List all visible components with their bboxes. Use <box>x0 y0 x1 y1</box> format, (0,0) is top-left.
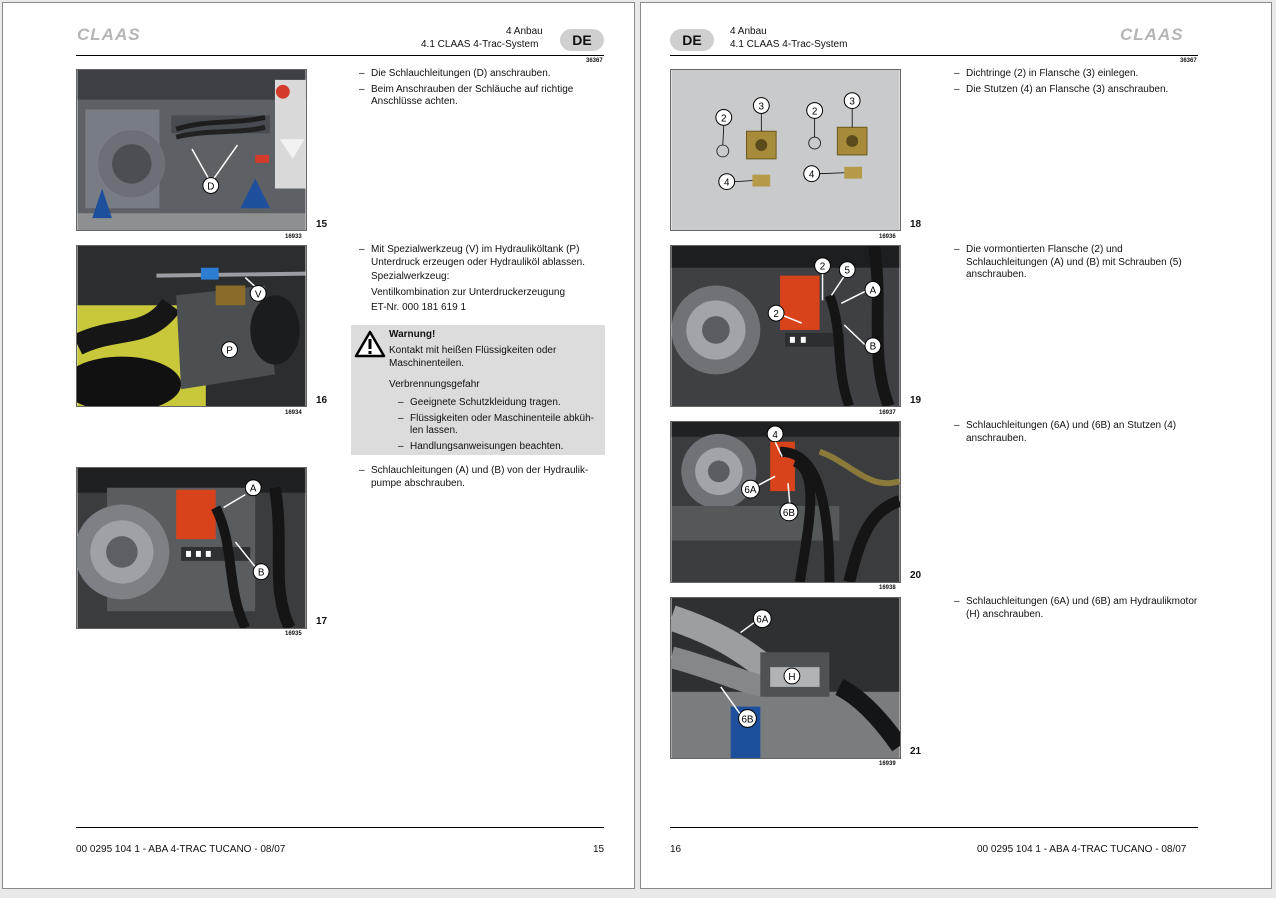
svg-text:5: 5 <box>844 265 850 277</box>
chapter-title: 4 Anbau <box>506 26 543 37</box>
special-tool-info <box>371 271 601 318</box>
figure-18-number: 18 <box>910 219 922 230</box>
steps-figure-16 <box>359 244 603 272</box>
claas-logo <box>1120 25 1198 43</box>
warning-item: – Geeignete Schutzkleidung tragen. <box>389 397 603 410</box>
figure-20-code: 16938 <box>879 585 896 591</box>
step-item: – Beim Anschrauben der Schläuche auf richtige Anschlüsse achten. <box>359 84 599 109</box>
footer-doc: 00 0295 104 1 - ABA 4-TRAC TUCANO - 08/07 <box>977 844 1187 855</box>
section-title: 4.1 CLAAS 4-Trac-System <box>421 39 539 50</box>
svg-text:2: 2 <box>811 106 818 118</box>
claas-logo <box>77 25 155 43</box>
figure-21-code: 16939 <box>879 761 896 767</box>
callout-2 <box>768 305 784 321</box>
step-item: – Die vormontierten Flansche (2) und Schlauchleitungen (A) und (B) mit Schrauben (5) anschrauben. <box>954 244 1204 282</box>
figure-17-code: 16935 <box>285 631 302 637</box>
callout-6B <box>739 710 757 728</box>
callout-A <box>245 480 261 496</box>
svg-text:A: A <box>249 483 257 495</box>
figure-21-number: 21 <box>910 746 922 757</box>
figure-18-photo <box>670 69 901 231</box>
warning-triangle-icon <box>354 330 386 358</box>
callout-6A <box>742 480 760 498</box>
svg-text:P: P <box>226 345 233 357</box>
warning-title: Warnung! <box>389 329 436 340</box>
header-rule <box>670 55 1198 56</box>
callout-3 <box>753 98 769 114</box>
section-title: 4.1 CLAAS 4-Trac-System <box>730 39 848 50</box>
callout-2 <box>807 103 823 119</box>
tool-label: Spezialwerkzeug: <box>371 271 450 282</box>
step-item: – Dichtringe (2) in Flansche (3) einlegen. <box>954 68 1204 81</box>
step-item: – Die Schlauchleitungen (D) anschrauben. <box>359 68 599 81</box>
svg-text:CLAAS: CLAAS <box>1120 25 1184 43</box>
tool-name: Ventilkombination zur Unterdruckerzeugung <box>371 286 565 298</box>
svg-text:A: A <box>869 285 877 297</box>
warning-box <box>351 325 605 455</box>
callout-4 <box>767 426 783 442</box>
figure-21-photo <box>670 597 901 759</box>
svg-text:3: 3 <box>849 96 855 108</box>
figure-19-code: 16937 <box>879 410 896 416</box>
steps-figure-21 <box>954 596 1204 624</box>
callout-6B <box>780 503 798 521</box>
callout-P <box>222 342 238 358</box>
warning-text: Kontakt mit heißen Flüssigkeiten oder Maschinenteilen. <box>389 345 557 369</box>
right-page <box>640 2 1272 889</box>
svg-text:D: D <box>207 181 215 193</box>
callout-H <box>784 668 800 684</box>
footer-rule <box>76 827 604 828</box>
svg-text:6A: 6A <box>744 485 757 497</box>
svg-text:2: 2 <box>773 309 779 321</box>
figure-20-number: 20 <box>910 570 922 581</box>
figure-17-number: 17 <box>316 616 328 627</box>
callout-5 <box>839 262 855 278</box>
warning-item: – Flüssigkeiten oder Maschinenteile abküh-len lassen. <box>389 413 603 438</box>
callout-A <box>865 282 881 298</box>
callout-B <box>865 338 881 354</box>
step-item: – Schlauchleitungen (6A) und (6B) an Stutzen (4) anschrauben. <box>954 420 1204 445</box>
svg-text:B: B <box>869 341 877 353</box>
svg-text:2: 2 <box>721 113 727 125</box>
figure-16-photo <box>76 245 307 407</box>
warning-list <box>389 397 603 456</box>
svg-text:4: 4 <box>723 177 730 189</box>
figure-19-number: 19 <box>910 395 922 406</box>
figure-19-photo <box>670 245 901 407</box>
footer-rule <box>670 827 1198 828</box>
svg-text:H: H <box>788 671 796 683</box>
callout-D <box>203 178 219 194</box>
step-item: – Mit Spezialwerkzeug (V) im Hydrauliköltank (P) Unterdruck erzeugen oder Hydrauliköl ablassen. <box>359 244 603 269</box>
page-number: 15 <box>593 844 605 855</box>
figure-16-code: 16934 <box>285 410 302 416</box>
svg-text:6A: 6A <box>756 614 769 626</box>
callout-4 <box>719 174 735 190</box>
steps-figure-18 <box>954 68 1204 99</box>
svg-text:4: 4 <box>772 429 778 441</box>
header-rule <box>76 55 604 56</box>
chapter-title: 4 Anbau <box>730 26 767 37</box>
doc-number: 36367 <box>586 58 603 64</box>
language-badge: DE <box>560 29 604 51</box>
callout-V <box>250 286 266 302</box>
doc-number: 36367 <box>1180 58 1197 64</box>
callout-B <box>253 564 269 580</box>
figure-17-photo <box>76 467 307 629</box>
svg-text:6B: 6B <box>782 507 795 519</box>
figure-18-code: 16936 <box>879 234 896 240</box>
step-item: – Schlauchleitungen (6A) und (6B) am Hydraulikmotor (H) anschrauben. <box>954 596 1204 621</box>
callout-2 <box>815 258 831 274</box>
svg-text:B: B <box>257 567 265 579</box>
steps-figure-19 <box>954 244 1204 285</box>
svg-text:2: 2 <box>819 261 826 273</box>
callout-3 <box>844 93 860 109</box>
figure-20-photo <box>670 421 901 583</box>
figure-15-code: 16933 <box>285 234 302 240</box>
warning-item: – Handlungsanweisungen beachten. <box>389 441 603 454</box>
svg-text:CLAAS: CLAAS <box>77 25 141 43</box>
svg-text:3: 3 <box>758 101 765 113</box>
page-number: 16 <box>670 844 682 855</box>
warning-subtitle: Verbrennungsgefahr <box>389 379 480 390</box>
svg-text:V: V <box>254 289 262 301</box>
figure-15-number: 15 <box>316 219 328 230</box>
callout-2 <box>716 110 732 126</box>
step-item: – Die Stutzen (4) an Flansche (3) anschrauben. <box>954 84 1204 97</box>
callout-6A <box>753 610 771 628</box>
steps-figure-17 <box>359 465 603 493</box>
steps-figure-15 <box>359 68 599 112</box>
callout-4 <box>804 166 820 182</box>
language-badge: DE <box>670 29 714 51</box>
tool-part-number: ET-Nr. 000 181 619 1 <box>371 302 467 313</box>
footer-doc: 00 0295 104 1 - ABA 4-TRAC TUCANO - 08/07 <box>76 844 286 855</box>
steps-figure-20 <box>954 420 1204 448</box>
step-item: – Schlauchleitungen (A) und (B) von der Hydraulik-pumpe abschrauben. <box>359 465 603 490</box>
svg-text:4: 4 <box>808 169 815 181</box>
left-page <box>2 2 635 889</box>
figure-15-photo <box>76 69 307 231</box>
figure-16-number: 16 <box>316 395 328 406</box>
svg-text:6B: 6B <box>741 714 754 726</box>
